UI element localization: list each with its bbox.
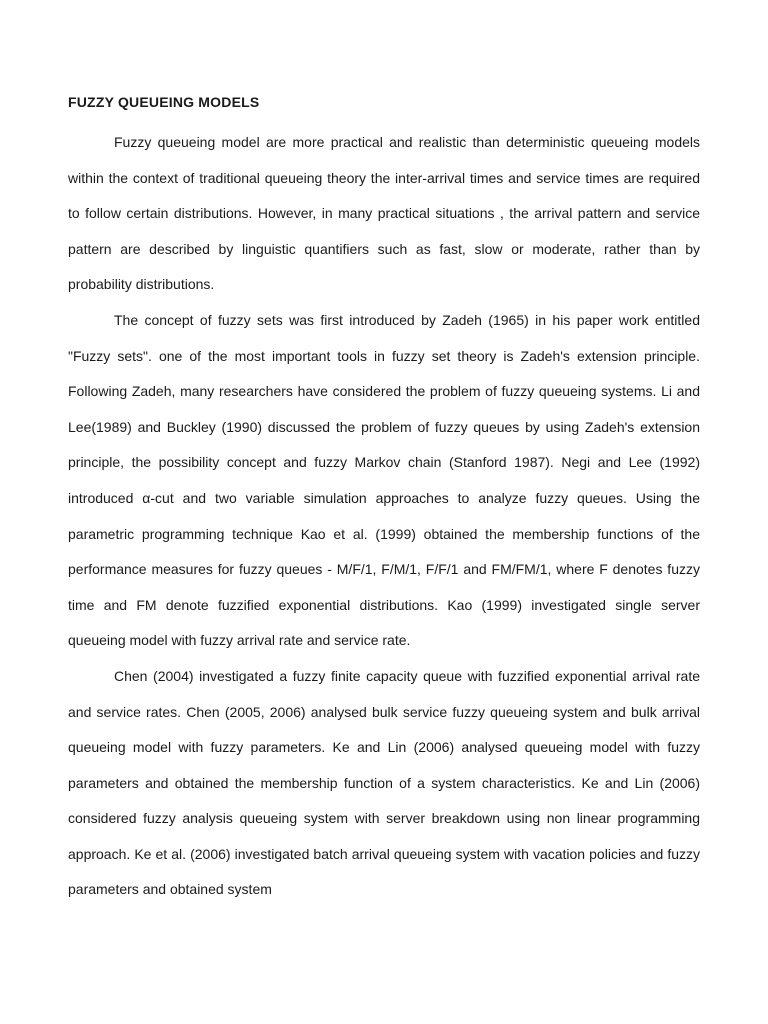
document-page [68, 92, 700, 908]
section-heading: FUZZY QUEUEING MODELS [68, 94, 260, 110]
paragraph-1: Fuzzy queueing model are more practical and realistic than deterministic queueing models within the context of traditional queueing theory the inter-arrival times and service times are required to follow certain distributions. However, in many practical situations , the arrival pattern and service pattern are described by linguistic quantifiers such as fast, slow or moderate, rather than by probability distributions. [68, 134, 700, 293]
paragraph-2: The concept of fuzzy sets was first introduced by Zadeh (1965) in his paper work entitled "Fuzzy sets". one of the most important tools in fuzzy set theory is Zadeh's extension principle. Following Zadeh, many researchers have considered the problem of fuzzy queueing systems. Li and Lee(1989) and Buckley (1990) discussed the problem of fuzzy queues by using Zadeh's extension principle, the possibility concept and fuzzy Markov chain (Stanford 1987). Negi and Lee (1992) introduced α-cut and two variable simulation approaches to analyze fuzzy queues. Using the parametric programming technique Kao et al. (1999) obtained the membership functions of the performance measures for fuzzy queues - M/F/1, F/M/1, F/F/1 and FM/FM/1, where F denotes fuzzy time and FM denote fuzzified exponential distributions. Kao (1999) investigated single server queueing model with fuzzy arrival rate and service rate. [68, 311, 700, 649]
paragraph-3: Chen (2004) investigated a fuzzy finite capacity queue with fuzzified exponential arrival rate and service rates. Chen (2005, 2006) analysed bulk service fuzzy queueing system and bulk arrival queueing model with fuzzy parameters. Ke and Lin (2006) analysed queueing model with fuzzy parameters and obtained the membership function of a system characteristics. Ke and Lin (2006) considered fuzzy analysis queueing system with server breakdown using non linear programming approach. Ke et al. (2006) investigated batch arrival queueing system with vacation policies and fuzzy parameters and obtained system [68, 667, 700, 898]
